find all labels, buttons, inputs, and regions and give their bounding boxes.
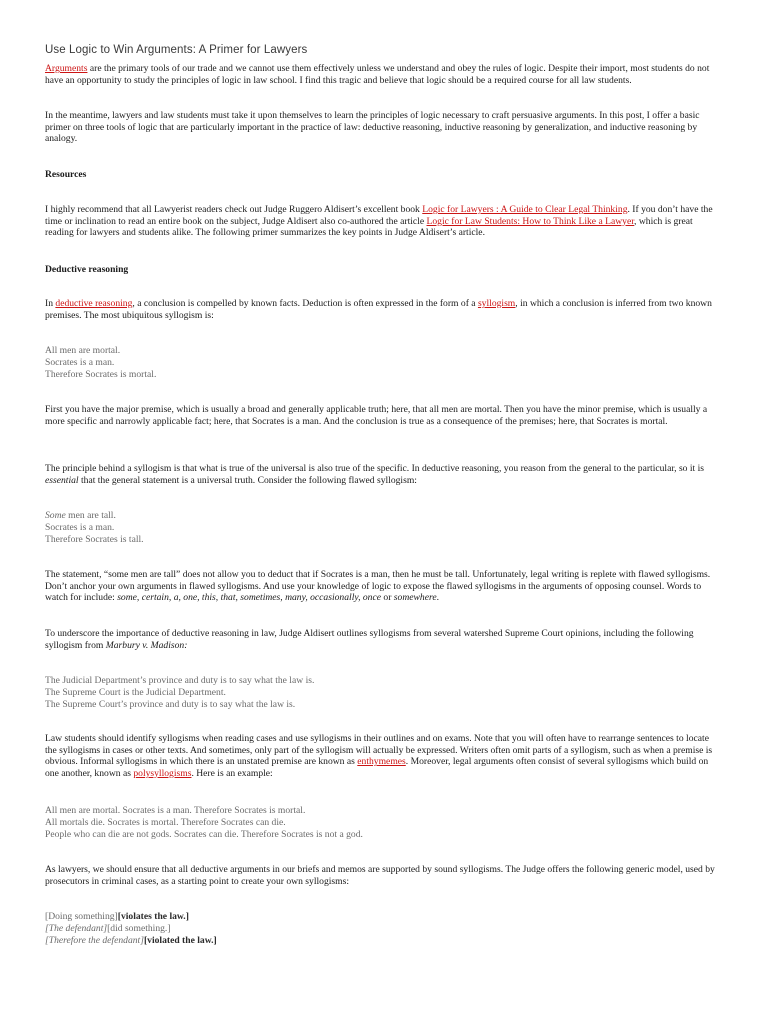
emphasis-text: Some [45, 510, 66, 521]
case-name: Marbury v. Madison: [105, 639, 188, 651]
paragraph-text: . If you don’t have the time or inclination to read an entire book on the subject, Judge Aldisert also co-authored the article [45, 204, 713, 227]
page-title: Use Logic to Win Arguments: A Primer for Lawyers [45, 44, 308, 56]
heading-resources: Resources [45, 169, 87, 180]
example-line: The Judicial Department’s province and duty is to say what the law is. [45, 675, 315, 686]
example-line [45, 935, 723, 947]
example-generic-model [45, 911, 723, 946]
paragraph-text: The statement, “some men are tall” does not allow you to deduct that if Socrates is a man, then he must be tall. Unfortunately, legal writing is replete with flawed syllogisms. Don’t anchor your own arguments in flawed syllogisms. And use your knowledge of logic to expose the flawed syllogisms in the arguments of opposing counsel. Words to watch for include: [45, 569, 711, 604]
paragraph-text: In the meantime, lawyers and law students must take it upon themselves to learn the principles of logic necessary to craft persuasive arguments. In this post, I offer a basic primer on three tools of logic that are particularly important in the practice of law: deductive reasoning, inductive reasoning by generalization, and inductive reasoning by analogy. [45, 110, 700, 145]
example-bold-text: [violated the law.] [143, 934, 217, 946]
polysyllogisms-link[interactable]: polysyllogisms [133, 767, 192, 779]
paragraph-text: . [436, 592, 440, 604]
paragraph-text: . Here is an example: [191, 767, 273, 779]
paragraph-supreme-court [45, 628, 723, 651]
example-line [45, 911, 723, 923]
deductive-reasoning-link[interactable]: deductive reasoning [55, 298, 133, 309]
example-line [45, 510, 723, 522]
paragraph-text: that the general statement is a universal truth. Consider the following flawed syllogism: [78, 474, 417, 486]
example-italic-text: [Therefore the defendant] [45, 934, 144, 946]
paragraph-deductive [45, 298, 723, 321]
paragraph-text: The principle behind a syllogism is that what is true of the universal is also true of the specific. In deductive reasoning, you reason from the general to the particular, so it is [45, 463, 705, 474]
paragraph-text: To underscore the importance of deductive reasoning in law, Judge Aldisert outlines syllogisms from several watershed Supreme Court opinions, including the following syllogism from [45, 628, 694, 651]
paragraph-text: In [45, 298, 56, 309]
example-syllogism-flawed [45, 510, 723, 545]
paragraph-text: , in which a conclusion is inferred from two known premises. The most ubiquitous syllogism is: [45, 298, 712, 321]
paragraph-intro [45, 63, 723, 86]
example-line: People who can die are not gods. Socrates can die. Therefore Socrates is not a god. [45, 828, 363, 840]
paragraph-resources [45, 204, 723, 239]
example-line: The Supreme Court is the Judicial Department. [45, 686, 226, 698]
paragraph-text: , which is great reading for lawyers and students alike. The following primer summarizes the key points in Judge Aldisert’s article. [45, 215, 693, 239]
paragraph-premises [45, 404, 723, 427]
watch-words: some, certain, a, one, this, that, sometimes, many, occasionally, once [117, 592, 381, 604]
paragraph-text: , a conclusion is compelled by known facts. Deduction is often expressed in the form of a [132, 298, 478, 309]
example-line: All men are mortal. Socrates is a man. Therefore Socrates is mortal. [45, 805, 306, 816]
syllogism-link[interactable]: syllogism [477, 298, 516, 309]
example-italic-text: [The defendant] [45, 922, 108, 934]
example-line: All mortals die. Socrates is mortal. Therefore Socrates can die. [45, 816, 286, 828]
logic-for-law-students-link[interactable]: Logic for Law Students: How to Think Like a Lawyer [426, 215, 635, 227]
example-line: Therefore Socrates is mortal. [45, 368, 157, 380]
logic-for-lawyers-link[interactable]: Logic for Lawyers : A Guide to Clear Legal Thinking [422, 204, 628, 215]
watch-word-last: somewhere [393, 592, 437, 604]
emphasis-text: essential [45, 474, 79, 486]
paragraph-text: I highly recommend that all Lawyerist readers check out Judge Ruggero Aldisert’s excellent book [45, 204, 423, 215]
paragraph-text: or [381, 592, 394, 604]
arguments-link[interactable]: Arguments [45, 63, 88, 74]
example-syllogism-mortal [45, 345, 723, 380]
paragraph-law-students [45, 733, 723, 779]
example-polysyllogism [45, 805, 723, 840]
enthymemes-link[interactable]: enthymemes [357, 756, 406, 768]
paragraph-meantime [45, 110, 723, 145]
example-line: The Supreme Court’s province and duty is to say what the law is. [45, 698, 296, 710]
paragraph-flawed [45, 569, 723, 604]
example-line: Socrates is a man. [45, 521, 115, 533]
example-line: Socrates is a man. [45, 356, 115, 368]
example-syllogism-marbury [45, 675, 723, 710]
paragraph-text: First you have the major premise, which is usually a broad and generally applicable truth; here, that all men are mortal. Then you have the minor premise, which is usually a more specific and narrowly applicable fact; here, that Socrates is a man. And the conclusion is true as a consequence of the premises; here, that Socrates is mortal. [45, 404, 708, 427]
paragraph-text: . Moreover, legal arguments often consist of several syllogisms which build on one another, known as [45, 756, 709, 779]
paragraph-principle [45, 463, 723, 486]
example-line: Therefore Socrates is tall. [45, 533, 144, 545]
heading-deductive-reasoning: Deductive reasoning [45, 264, 129, 275]
example-text: [Doing something] [45, 911, 118, 922]
paragraph-text: Law students should identify syllogisms when reading cases and use syllogisms in their outlines and on exams. Note that you will often have to rearrange sentences to locate the syllogisms in cases or other texts. And sometimes, only part of the syllogism will actually be expressed. Writers often omit parts of a syllogism, such as when a premise is obvious. Informal syllogisms in which there is an unstated premise are known as [45, 733, 713, 768]
paragraph-text: are the primary tools of our trade and we cannot use them effectively unless we understand and obey the rules of logic. Despite their import, most students do not have an opportunity to study the principles of logic in law school. I find this tragic and believe that logic should be a required course for all law students. [45, 63, 710, 86]
example-line: All men are mortal. [45, 345, 121, 356]
example-bold-text: [violates the law.] [117, 911, 189, 922]
example-text: men are tall. [65, 510, 116, 521]
example-line [45, 923, 723, 935]
paragraph-text: As lawyers, we should ensure that all deductive arguments in our briefs and memos are supported by sound syllogisms. The Judge offers the following generic model, used by prosecutors in criminal cases, as a starting point to create your own syllogisms: [45, 864, 715, 887]
paragraph-lawyers [45, 864, 723, 887]
example-text: [did something.] [107, 922, 171, 934]
